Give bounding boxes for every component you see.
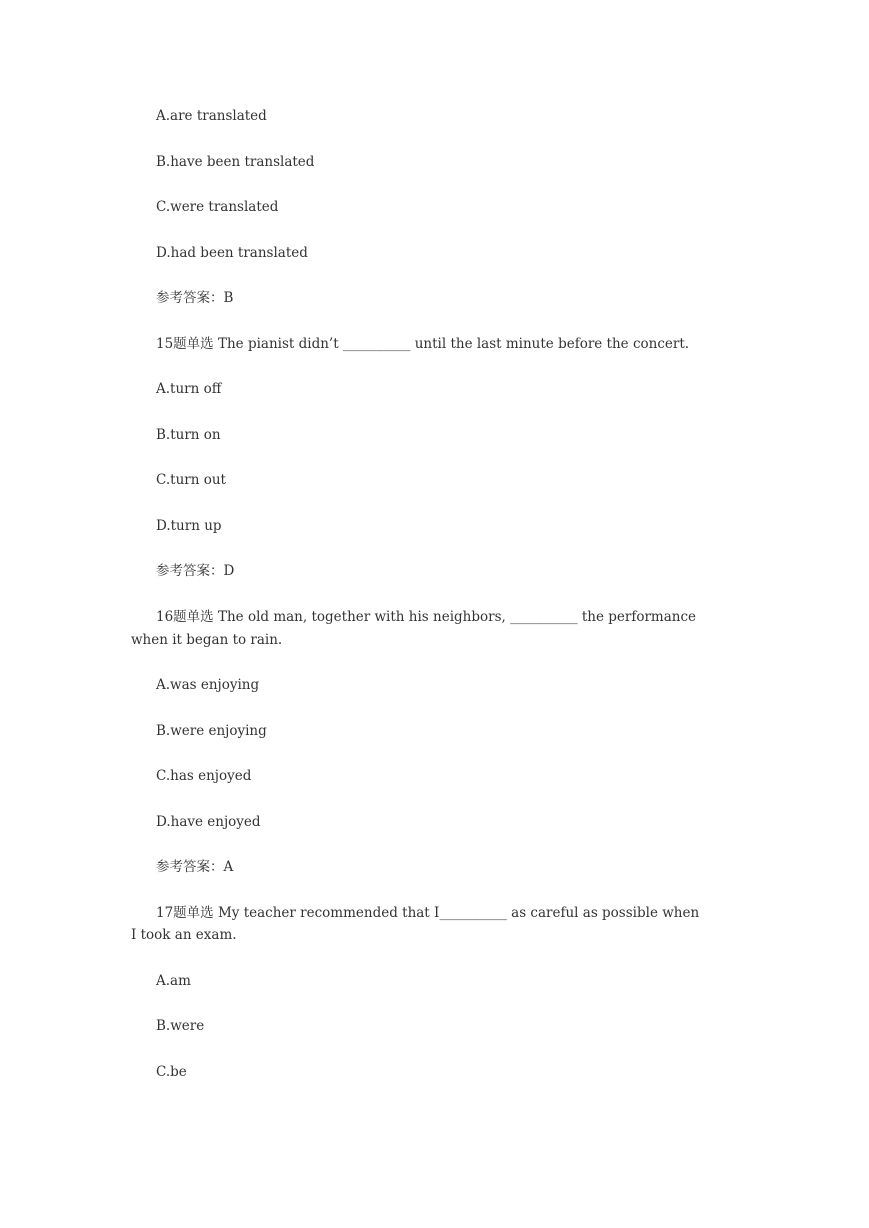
question-17: 17题单选 My teacher recommended that I__________ as careful as possible when bbox=[156, 905, 700, 921]
option-a-q16: A.was enjoying bbox=[156, 677, 260, 693]
option-a-q17: A.am bbox=[156, 973, 191, 989]
option-b-q16: B.were enjoying bbox=[156, 723, 267, 739]
option-b-q14: B.have been translated bbox=[156, 154, 315, 170]
option-a-q15: A.turn off bbox=[156, 381, 222, 397]
question-15: 15题单选 The pianist didn’t __________ until the last minute before the concert. bbox=[156, 336, 690, 352]
option-c-q16: C.has enjoyed bbox=[156, 768, 252, 784]
question-16: 16题单选 The old man, together with his neighbors, __________ the performance bbox=[156, 609, 697, 625]
option-a-q14: A.are translated bbox=[156, 108, 267, 124]
answer-q15: 参考答案：D bbox=[156, 563, 235, 579]
option-c-q15: C.turn out bbox=[156, 472, 226, 488]
option-b-q17: B.were bbox=[156, 1018, 205, 1034]
option-b-q15: B.turn on bbox=[156, 427, 221, 443]
option-d-q16: D.have enjoyed bbox=[156, 814, 261, 830]
option-d-q14: D.had been translated bbox=[156, 245, 308, 261]
answer-q14: 参考答案：B bbox=[156, 290, 234, 306]
answer-q16: 参考答案：A bbox=[156, 859, 234, 875]
option-c-q17: C.be bbox=[156, 1064, 187, 1080]
question-16-continuation: when it began to rain. bbox=[131, 632, 283, 648]
option-c-q14: C.were translated bbox=[156, 199, 279, 215]
option-d-q15: D.turn up bbox=[156, 518, 222, 534]
question-17-continuation: I took an exam. bbox=[131, 927, 237, 943]
